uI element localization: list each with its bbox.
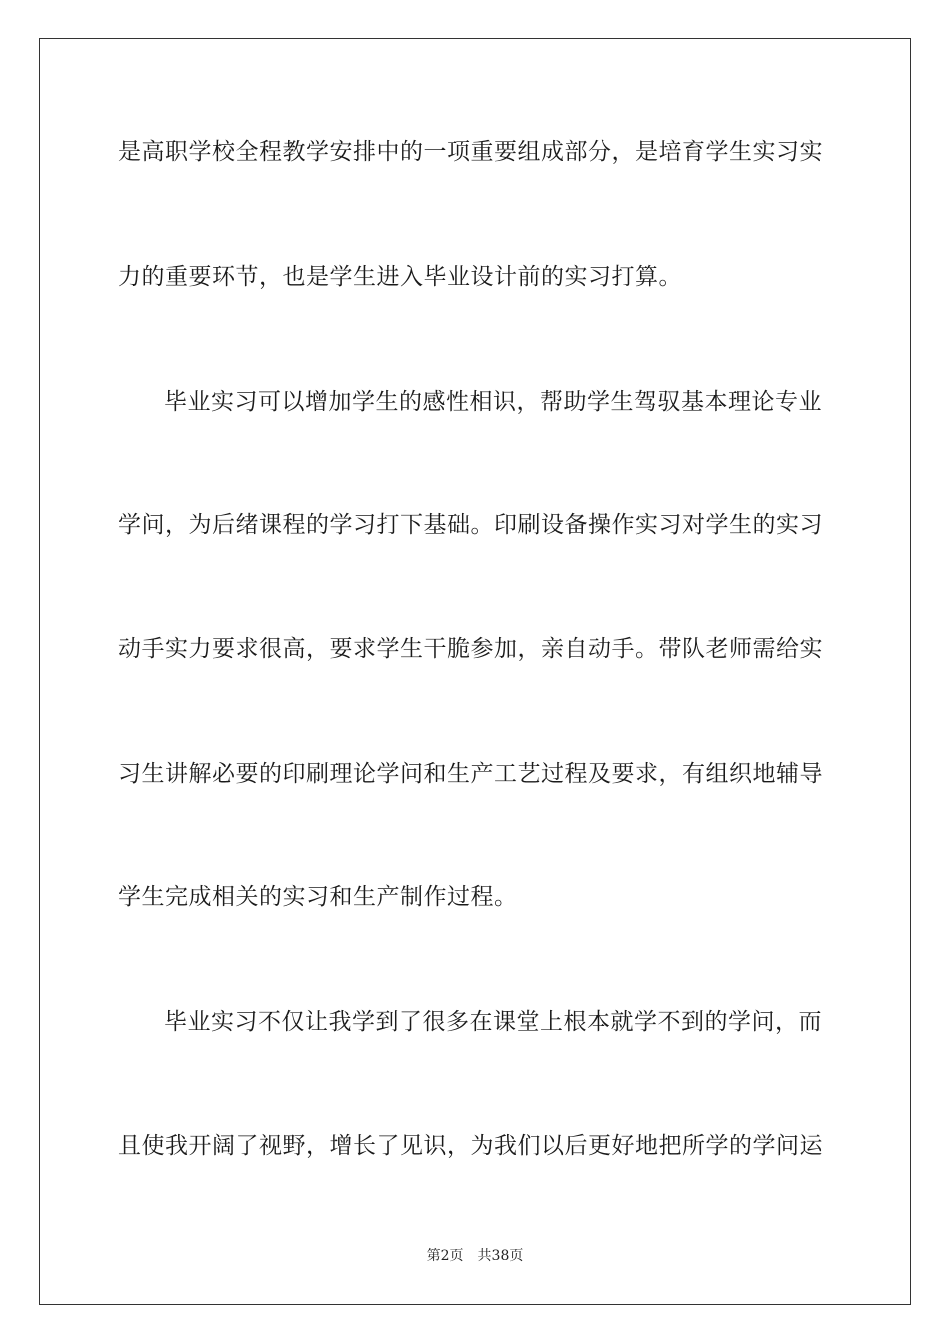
paragraph-line: 动手实力要求很高，要求学生干脆参加，亲自动手。带队老师需给实 [118, 636, 823, 662]
page-border [39, 38, 911, 1305]
page-total: 共38页 [477, 1248, 524, 1264]
paragraph-line: 是高职学校全程教学安排中的一项重要组成部分，是培育学生实习实 [118, 139, 823, 165]
paragraph-line: 力的重要环节，也是学生进入毕业设计前的实习打算。 [118, 264, 682, 290]
paragraph-line: 毕业实习可以增加学生的感性相识，帮助学生驾驭基本理论专业 [164, 389, 822, 415]
paragraph-line: 且使我开阔了视野，增长了见识，为我们以后更好地把所学的学问运 [118, 1133, 823, 1159]
paragraph-line: 学问，为后绪课程的学习打下基础。印刷设备操作实习对学生的实习 [118, 512, 823, 538]
paragraph-line: 毕业实习不仅让我学到了很多在课堂上根本就学不到的学问，而 [164, 1009, 822, 1035]
paragraph-line: 习生讲解必要的印刷理论学问和生产工艺过程及要求，有组织地辅导 [118, 761, 823, 787]
page-number: 第2页 [426, 1248, 464, 1264]
paragraph-line: 学生完成相关的实习和生产制作过程。 [118, 884, 518, 910]
page-footer [0, 1246, 950, 1266]
